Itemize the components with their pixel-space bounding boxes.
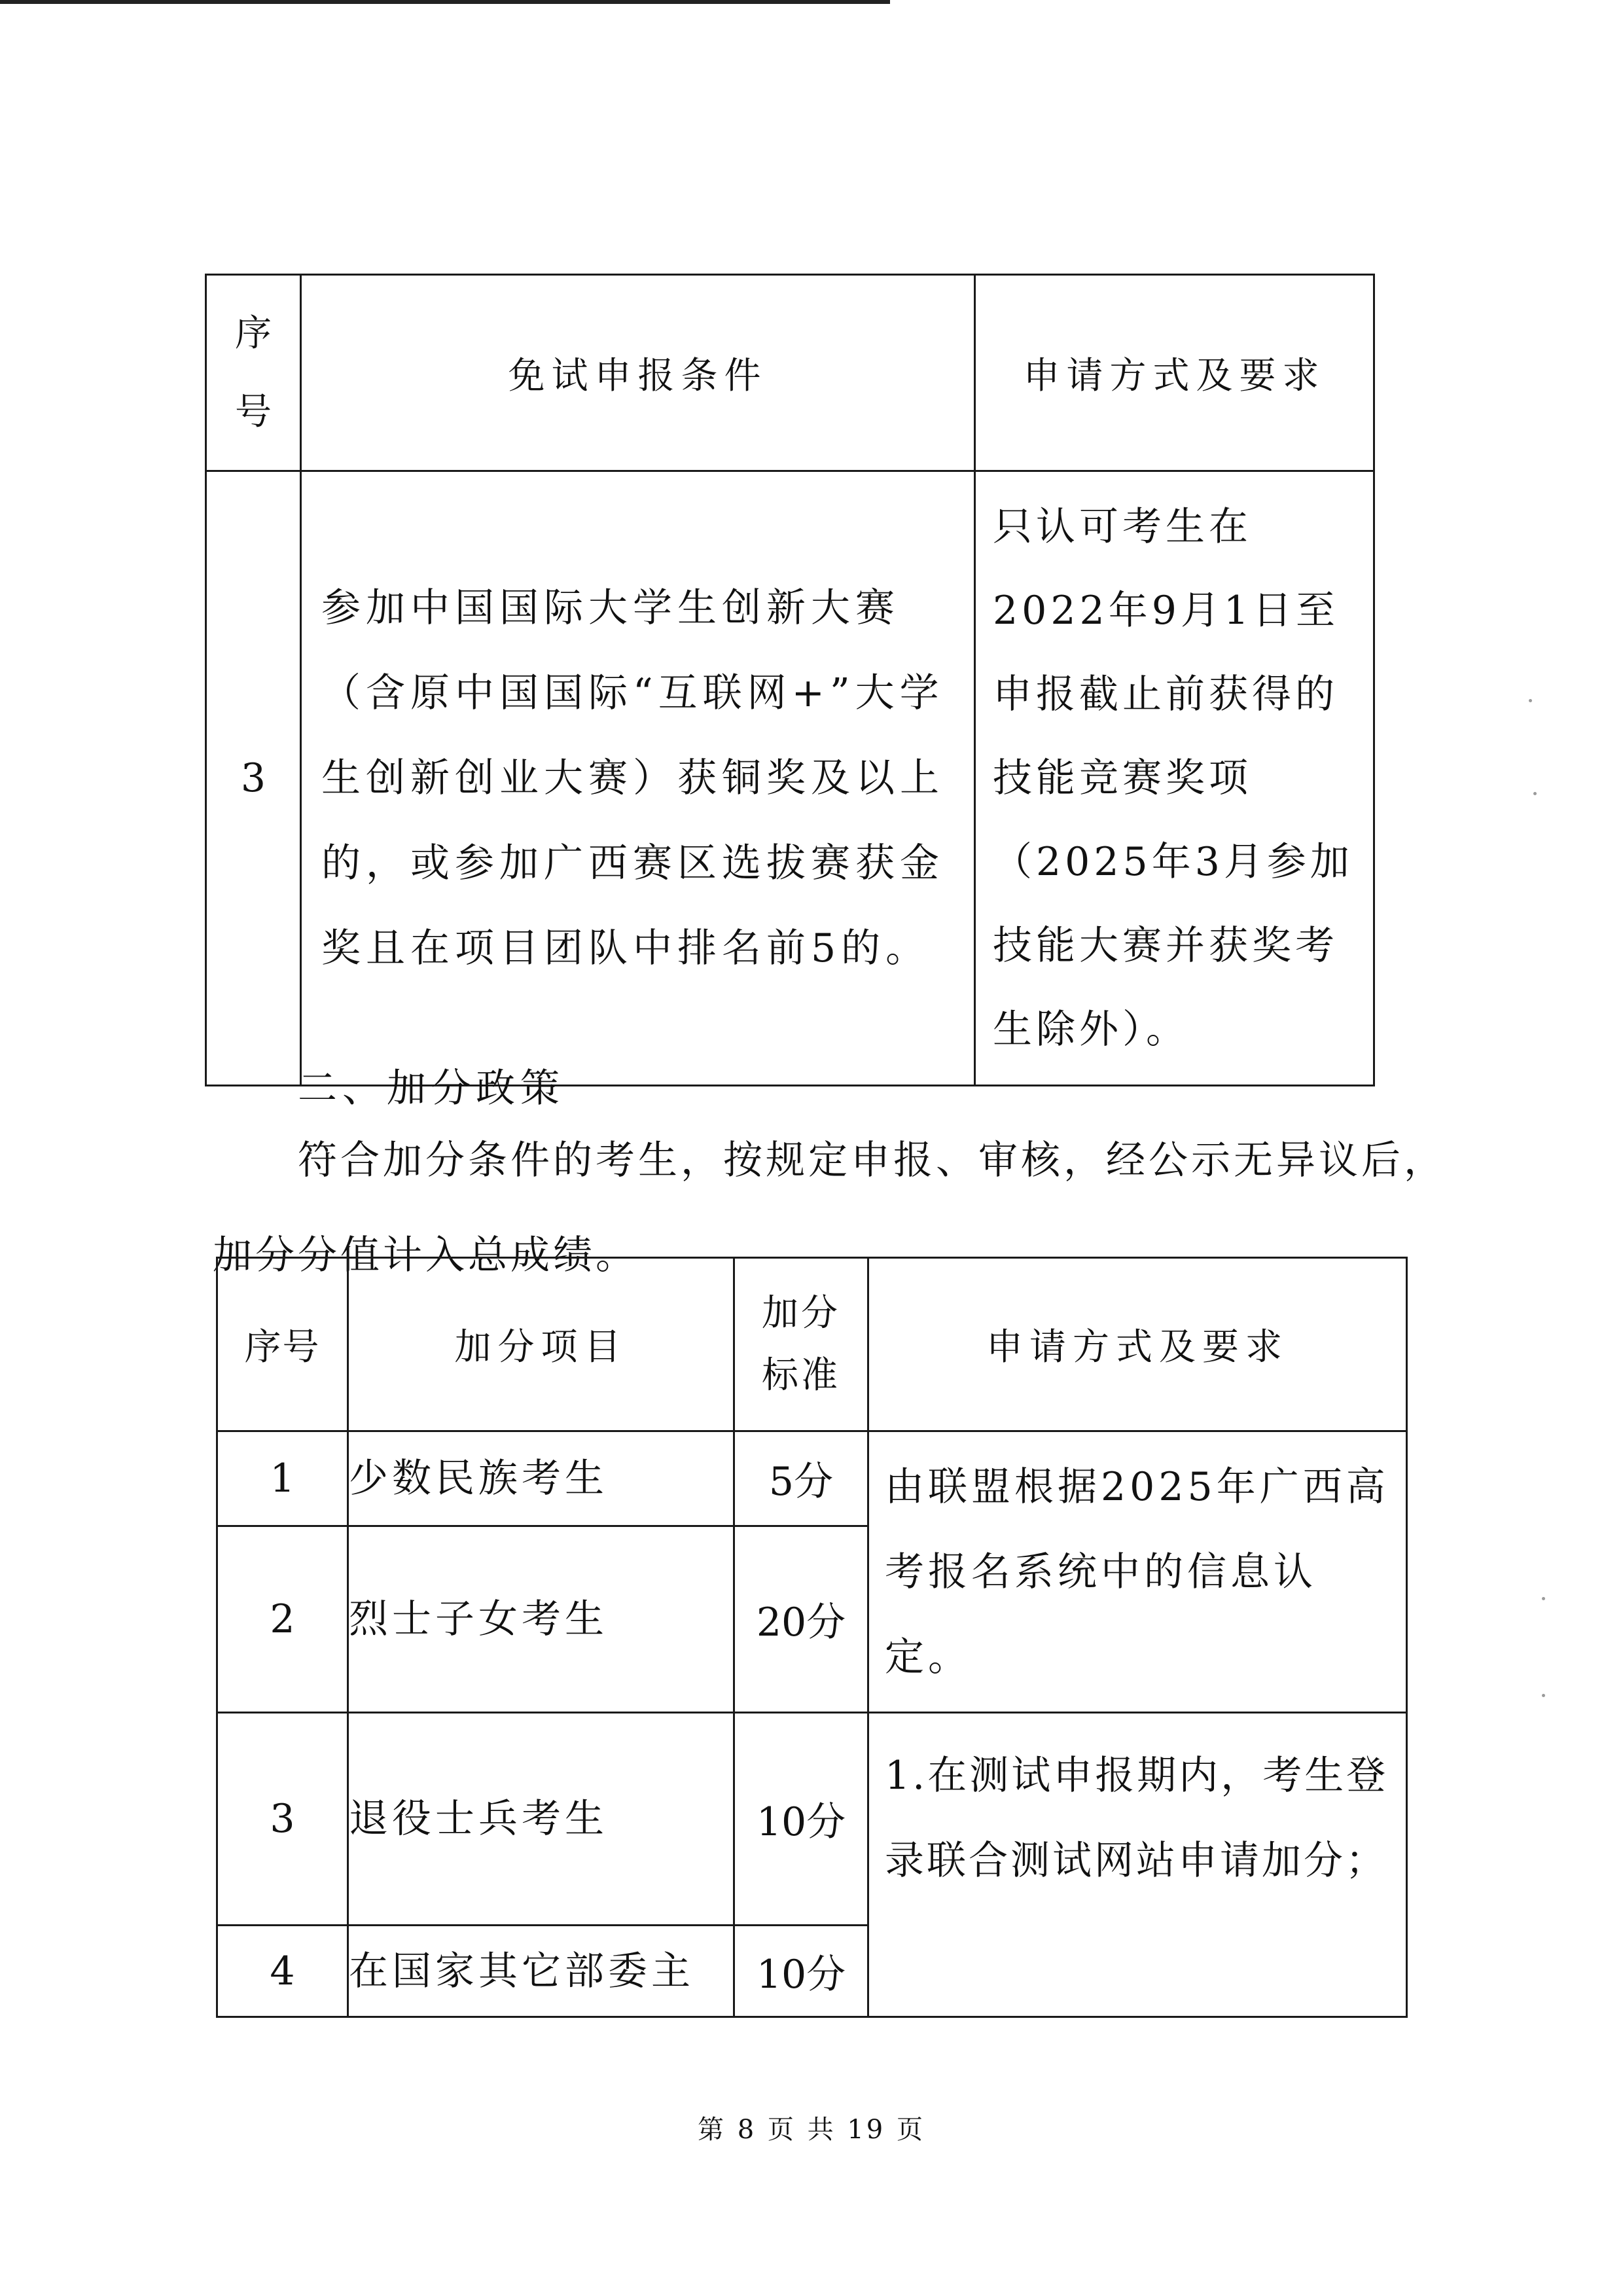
row-item: 在国家其它部委主	[348, 1926, 734, 2017]
row-score: 10分	[734, 1713, 868, 1926]
method-group-2	[868, 1713, 1407, 2017]
table-row	[217, 1713, 1407, 1926]
header-seq	[206, 275, 301, 471]
row-item: 少数民族考生	[348, 1431, 734, 1526]
method-group-1	[868, 1431, 1407, 1713]
row-seq: 3	[206, 471, 301, 1086]
header-condition: 免试申报条件	[301, 275, 975, 471]
table-row	[217, 1431, 1407, 1526]
header-score	[734, 1258, 868, 1431]
section-paragraph-line2: 加分分值计入总成绩。	[213, 1232, 638, 1278]
row-method-text: 只认可考生在2022年9月1日至申报截止前获得的技能竞赛奖项（2025年3月参加技能大赛并获奖考生除外）。	[993, 504, 1353, 1052]
header-method: 申请方式及要求	[975, 275, 1374, 471]
row-method	[975, 471, 1374, 1086]
exemption-table	[205, 274, 1375, 1086]
method-group-1-text: 由联盟根据2025年广西高考报名系统中的信息认定。	[885, 1463, 1389, 1680]
section-paragraph-line1: 符合加分条件的考生，按规定申报、审核，经公示无异议后，	[298, 1138, 1446, 1183]
scan-top-edge	[0, 0, 890, 4]
row-score: 20分	[734, 1526, 868, 1713]
table-header-row	[206, 275, 1374, 471]
row-score: 10分	[734, 1926, 868, 2017]
section-heading: 二、加分政策	[298, 1066, 565, 1111]
bonus-table	[216, 1257, 1408, 2018]
scan-speck	[1529, 699, 1532, 702]
page-footer: 第 8 页 共 19 页	[698, 2115, 925, 2145]
row-seq: 4	[217, 1926, 348, 2017]
table-header-row	[217, 1258, 1407, 1431]
header-seq: 序号	[217, 1258, 348, 1431]
row-condition	[301, 471, 975, 1086]
scan-speck	[1533, 792, 1537, 795]
scan-speck	[1542, 1694, 1545, 1697]
row-item: 烈士子女考生	[348, 1526, 734, 1713]
row-condition-text: 参加中国国际大学生创新大赛（含原中国国际“互联网+”大学生创新创业大赛）获铜奖及以上的，或参加广西赛区选拔赛获金奖且在项目团队中排名前5的。	[321, 585, 944, 971]
scan-speck	[1542, 1597, 1545, 1600]
row-seq: 1	[217, 1431, 348, 1526]
row-seq: 3	[217, 1713, 348, 1926]
header-seq-label: 序号	[235, 312, 272, 433]
header-score-label: 加分标准	[762, 1292, 840, 1397]
table-row	[206, 471, 1374, 1086]
row-seq: 2	[217, 1526, 348, 1713]
row-item: 退役士兵考生	[348, 1713, 734, 1926]
method-group-2-text: 1.在测试申报期内，考生登录联合测试网站申请加分；	[885, 1753, 1389, 1884]
header-method: 申请方式及要求	[868, 1258, 1407, 1431]
row-score: 5分	[734, 1431, 868, 1526]
header-item: 加分项目	[348, 1258, 734, 1431]
